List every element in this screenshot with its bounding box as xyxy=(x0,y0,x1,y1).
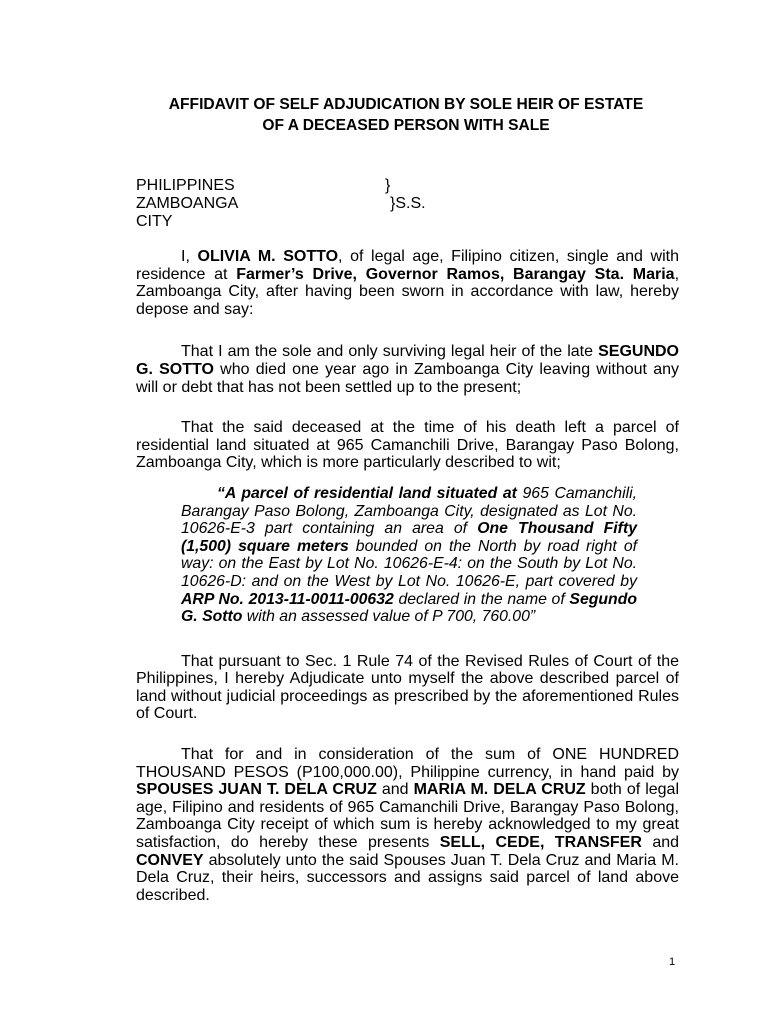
buyer-spouses: SPOUSES JUAN T. DELA CRUZ xyxy=(136,781,377,799)
sale-verbs: SELL, CEDE, TRANSFER xyxy=(439,834,642,852)
title-line-2: OF A DECEASED PERSON WITH SALE xyxy=(262,117,550,134)
declared-owner: Segundo G. Sotto xyxy=(181,590,637,626)
paragraph-sale: That for and in consideration of the sum of ONE HUNDRED THOUSAND PESOS (P100,000.00), Philippine currency, in hand paid by SPOUSES JUAN T. DELA CRUZ and MARIA M. DELA CRUZ both of legal age, Filipino and residents of 965 Camanchili Drive, Barangay Paso Bolong, Zamboanga City receipt of which sum is hereby acknowledged to my great satisfaction, do hereby these presents SELL, CEDE, TRANSFER and CONVEY absolutely unto the said Spouses Juan T. Dela Cruz and Maria M. Dela Cruz, their heirs, successors and assigns said parcel of land above described. xyxy=(136,746,680,904)
paragraph-adjudication: That pursuant to Sec. 1 Rule 74 of the Revised Rules of Court of the Philippines, I hereby Adjudicate unto myself the above described parcel of land without judicial proceedings as prescribed by the aforementioned Rules of Court. xyxy=(136,652,679,723)
venue-country: PHILIPPINES xyxy=(136,177,235,194)
paragraph-sole-heir: That I am the sole and only surviving legal heir of the late SEGUNDO G. SOTTO who died one year ago in Zamboanga City leaving without any will or debt that has not been settled up to the present; xyxy=(136,343,680,396)
buyer-wife: MARIA M. DELA CRUZ xyxy=(413,781,586,799)
paragraph-estate: That the said deceased at the time of his death left a parcel of residential land situated at 965 Camanchili Drive, Barangay Paso Bolong, Zamboanga City, which is more particularly described to wit; xyxy=(136,419,679,472)
venue-city: ZAMBOANGA CITY xyxy=(136,195,238,230)
property-description-quote: “A parcel of residential land situated at 965 Camanchili, Barangay Paso Bolong, Zamboanga City, designated as Lot No. 10626-E-3 part containing an area of One Thousand Fifty (1,500) square meters bounded on the North by road right of way: on the East by Lot No. 10626-E-4: on the South by Lot No. 10626-D: and on the West by Lot No. 10626-E, part covered by ARP No. 2013-11-0011-00632 declared in the name of Segundo G. Sotto with an assessed value of P 700, 760.00” xyxy=(181,484,637,626)
page-number: 1 xyxy=(669,956,676,968)
arp-number: ARP No. 2013-11-0011-00632 xyxy=(181,590,394,608)
title-line-1: AFFIDAVIT OF SELF ADJUDICATION BY SOLE HEIR OF ESTATE xyxy=(168,96,644,113)
deceased-name: SEGUNDO G. SOTTO xyxy=(136,343,679,378)
property-area: One Thousand Fifty (1,500) square meters xyxy=(181,520,637,555)
venue-ss: }S.S. xyxy=(390,195,426,212)
affiant-name: OLIVIA M. SOTTO xyxy=(197,248,339,265)
document-title xyxy=(100,94,712,136)
convey-verb: CONVEY xyxy=(136,851,204,869)
affidavit-body xyxy=(136,248,679,927)
affiant-address: Farmer’s Drive, Governor Ramos, Barangay Sta. Maria xyxy=(236,265,675,283)
venue-bracket: } xyxy=(385,177,391,194)
paragraph-affiant: I, OLIVIA M. SOTTO, of legal age, Filipino citizen, single and with residence at Farmer’s Drive, Governor Ramos, Barangay Sta. Maria, Zamboanga City, after having been sworn in accordance with law, hereby depose and say: xyxy=(136,248,680,318)
